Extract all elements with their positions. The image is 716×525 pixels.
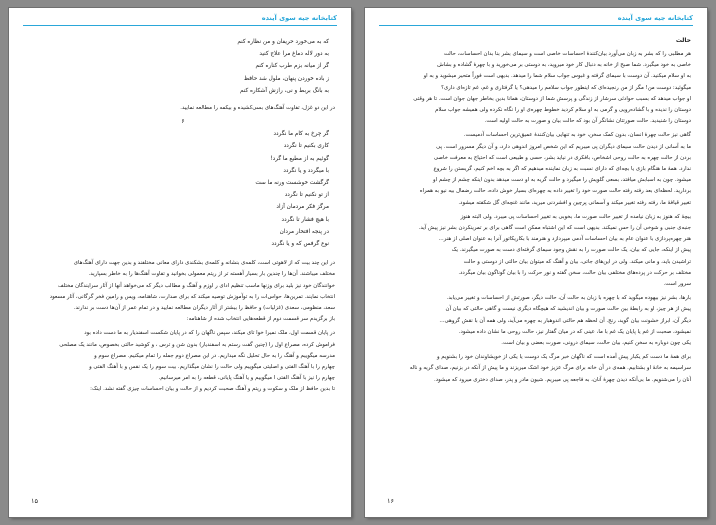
text-line: به او سلام میکنید. آن دوست با سیمای گرفته و غبوس جواب سلام شما را میدهد. بدیهی است فوراً متحیر میشوید و به او (423, 73, 691, 80)
text-line: مختلف میباشند. آن‌ها را چندین بار بسیار آهسته تر از ریتم معمولی بخوانید و تفاوت آهنگ‌ها را به خاطر بسپارید. (88, 271, 335, 278)
text-line: جنبه‌ی جنبی و شوخی آن را حس نمیکند. بدیهی است که این اشتباه ممکن است گاهی برای بر تمرینکردن بشر نیز پیش آید. (418, 225, 691, 232)
poem-stanza-2 (31, 128, 335, 250)
intro-line: در این دو غزل، تفاوت آهنگ‌های بسی‌کشیده و بیکمه را مطالعه نمایید. (180, 105, 335, 112)
text-line: پیش از هر چیز، او به رابطهٔ بین حالت صورت و بیان اندیشید که هیچگاه دیگری نیست و گاهی حالتی که بیان آن (445, 306, 691, 313)
text-line: او جواب میدهد که بسبب حوادثی سرشار از زندگی و پرسش شما از دوستان، همانا بدین بخاطر جهان جوان است. تا هر وقتی (413, 95, 691, 102)
text-line: سعد، منظومی، سعدی (غزلیات) و حافظ را بیشتر از آثار دیگران مطالعه نمایید و در تمام عمر از آن‌ها دست بر ندارند. (73, 305, 335, 312)
running-header: کتابخانه جیه سوی آینده (379, 14, 693, 26)
text-line: پیش از اینکه، جایی که بیان، یک حالت صورت را به نقش وجود سیمای گرفته‌ای دست به صورت میگیرند. یک (451, 247, 691, 254)
text-line: چهارم را با آهنگ الفتی و اصلیتی میگوییم ولی حالت را نشان میگذاریم. بیت سوم را یک نفس و با آهنگ الفتی و (89, 364, 335, 371)
text-line: برای همهٔ ما دست کم یکبار پیش آمده است که ناگهان خبر مرگ یک دوست یا یکی از خویشاوندان خود را بشنویم و (436, 354, 691, 361)
poem-line: گر از میانه بزم طرب کناره کنم (255, 63, 329, 70)
body-paragraph-1 (387, 49, 691, 127)
intro-paragraph (31, 103, 335, 114)
poem-line: به دور لاله دماغ مرا علاج کنید (259, 51, 329, 58)
text-line: یکی چون دوباره به سخن کنیم، بیان حالت، سیمای درونی، صورت بعضی و بیان است. (501, 340, 691, 347)
section-title: حالت (675, 37, 691, 44)
text-line: هر مطلبی را که بشر به زبان می‌آورد بیان‌کنندهٔ احساسات خاصی است و سیمای بشر بنا بدان احساسات، حالت (443, 51, 691, 57)
text-line: بردن از حالت چهره به حالت روحی اشخاص، بافکری در نیاید بشر، حسی و طبیعی است که احتیاج به معرفت خاصی (433, 154, 691, 161)
text-line: خاصی به خود میگیرد. شما صبح از خانه به دنبال کار خود میروید، به دوستی بر می‌خورید و با چهرهٔ گشاده و بشاش (437, 62, 691, 69)
text-line: در پایان قسمت اول، ملک نمیرا خوا تای میکند، سپس ناگهان را که در پایان شکست اسفندیار به ما دست داده بود (84, 330, 335, 337)
text-line: دوستان را ندیده و با گشاده‌رویی و گرمی به او سلام کردید خطوط چهره‌ی او را نگاه نکرده ولی همیشه جواب سلام (435, 107, 691, 114)
running-header: کتابخانه جیه سوی آینده (23, 14, 337, 26)
page-number: ۱۶ (387, 497, 394, 505)
page-content (31, 36, 335, 493)
poem-line: با میگردد و یا نگردد (283, 167, 329, 174)
page-15 (9, 8, 351, 517)
text-line: بارها، بشر نیز بیهوده میگوید که با چهره با زبان به حالت آن، حالت دیگر، صورتش از احساسات و تغییر می‌یابد. (446, 295, 691, 302)
poem-line: گرگشت خوشست ورنه ما ست (255, 180, 329, 187)
body-paragraph-1 (31, 258, 335, 325)
page-content (387, 36, 691, 493)
section-marker: ۶ (181, 118, 185, 126)
text-line: ما به آسانی از دیدن حالت سیمای دیگران پی میبریم که این شخص امروز اندوهی دارد، و آن دیگر مسرور است. پی (436, 143, 691, 150)
text-line: مختلف بر حرکت در پرده‌های مختلفی بیان حالت، سخن گفته و نور حرکت را با بیان گوناگون بیان میگردد. (458, 269, 691, 276)
text-line: نمیشود، صحبت از غم یا پایان یک غم با ما، عینی که در میان گفتار نیز، حالت روحی ما نشان داده میشود. (458, 328, 691, 335)
text-line: بردارید. لحظه‌ای بعد رفته رفته حالت صورت خود را تغییر داده به چهره‌ای بسیار خوش داده، حالت رضمال بیه نیو به همراه (419, 188, 691, 195)
poem-line: گوئیم به از مطیع ما گرد! (270, 155, 329, 162)
poem-line: نوع گرفس که و یا نگردد (271, 241, 329, 248)
text-line: دوستان را شنیدید. حالت صورتتان نشانگر آن بود که حالت بیان و صورت به حالت اولیه است. (484, 118, 691, 125)
text-line: سرور است. (663, 281, 691, 288)
body-paragraph-5 (387, 352, 691, 386)
text-line: میگوئید: دوست من! مگر از من رنجیده‌ای که اینطور جواب سلامم را میدهی؟ یا گرفتاری و غم، غم تازه‌ای داری؟ (441, 84, 691, 91)
text-line: تا بدین حافظ از ملک و سکوت و ریتم و آهنگ صحبت کردیم و از حالت و بیان احساسات چیزی گفته نشد. اینک: (90, 386, 335, 393)
text-line: خوانندگان خود نیز بلید برای وزنها ماسب تنظیم ادای ر اوزم و آهنگ و مطالب دیگر که می‌خواهد آنها از آثار سرایندگان مختلف (58, 282, 335, 289)
text-line: دیگر آن، ابراز خشونت بیان گوید، رنج. آن لحظه هم حالتی اندوهبار به چهره می‌آید، ولی همه آن با نقش گروهی... (439, 317, 691, 324)
text-line: تغییر قیافهٔ ما، رفته رفته تغییر میکند و آسمانی پرچین و افشردنی میرید، مانند غنچه‌ای گل شکفته میشود. (458, 199, 691, 206)
poem-line: به بانگ بربط و نی، رازش آشکاره کنم (239, 87, 329, 94)
text-line: آنان را می‌شنویم. ما بی‌آنکه دیدن چهرهٔ آنان، به فاجعه پی میبریم. شیون مادر و پدر، صدای دختری میرود که میشود. (433, 376, 691, 383)
body-paragraph-3 (387, 212, 691, 290)
text-line: گاهی نیز حالت چهرهٔ انسان، بدون کمک سخن، خود به تنهایی بیان‌کنندهٔ عمیق‌ترین احساسات آدمیست. (463, 132, 691, 139)
text-line: تراشیدن باید، و مانی میکند. ولی در این‌های جاتی، بیان و آهنگ که میتوان بیان حالتی از دوستی و حالت (463, 258, 691, 265)
body-paragraph-2 (387, 130, 691, 208)
page-number: ۱۵ (31, 497, 38, 505)
body-paragraph-4 (387, 293, 691, 349)
text-line: سراسیمه به خانهٔ او بشتابیم. همه‌ی در آن خانه برای مرگ عزیز خود اشک میریزند و ما پیش از آنکه در بزنیم، صدای گریه و ناله (409, 365, 691, 372)
text-line: مدرسه میگوییم و آهنگ را به حال تحلیل نگه میداریم. در این مصراع دوم جمله را تمام میکنیم. مصراع سوم و (94, 352, 335, 359)
poem-line: ز باده خوردن پنهان، ملول شد حافظ (243, 75, 329, 82)
text-line: بیچهٔ که هنوز به زبان نیامده از تغییر حالت صورت ما، بخوبی به تغییر احساسات پی میبرد. ولی البته هنوز (460, 213, 691, 220)
poem-line: در پنجه افتخار مردان (279, 228, 329, 235)
poem-line: گر چرخ به کام ما نگردد (273, 131, 329, 138)
text-line: باز برگزیدم سر قسمت دوم از قطعه‌هایی انتخاب شده از شاهنامه: (186, 316, 335, 323)
text-line: چهارم را نیز با آهنگ الفتی ا میگوییم و یا آهنگ پایانی، قطعه را به امر میرسانیم. (158, 375, 335, 382)
text-line: ندارد. همهٔ ما هنگام بازی یا بچه‌ای که دارای نسبت به زبان نماینده میدهیم که اگر به بچه اخم کنیم، گریستن را شروع (433, 166, 691, 173)
text-line: انتخاب نمایند. تمرین‌ها، حواس‌ات را به ‌توآموزش توصیه میکند که برای صدارت، شاهنامه، ویس و رامین فخر گرگانی، آثار مسعود (49, 293, 335, 300)
text-line: میشود. چون به اسبابش میافتد، بسعی گلویش را میگیرد و حالت گریه به او دست میدهد بدون اینکه چشم از چشم او (433, 177, 691, 184)
text-line: هنر چهره‌پردازی با عنوان عام به بیان احساسات آدمی میپردازد و هنرمند با بکاریکاتور آنرا به عنوان اصلی از هنر... (438, 236, 691, 243)
poem-line: که به‌ می‌خورد حریفان و من نظاره کنم (237, 39, 329, 45)
poem-line: با هیچ فشار تا نگردد (281, 216, 329, 223)
body-paragraph-2 (31, 328, 335, 395)
page-16 (365, 8, 707, 517)
poem-line: کاری بکنیم تا نگردد (283, 143, 329, 150)
poem-stanza-1 (31, 36, 335, 97)
text-line: در این چند بیت که از لاهوتی است، کلمه‌ی بنشانه و کلمه‌ی بشکندی دارای معانی مختلفند و بدین جهت دارای آهنگ‌های (73, 260, 335, 267)
text-line: فراموش کرده، مصراع اول را (چنین گفت رستم به اسفندیار) بدون شن و ترس ، و کوشید حالتی بخصوص، مانند یک مصلحی (59, 341, 335, 348)
poem-line: مرگز فکر مردمان آزاد (276, 204, 329, 211)
poem-line: از تو نکنیم تا نگردد (284, 192, 329, 199)
